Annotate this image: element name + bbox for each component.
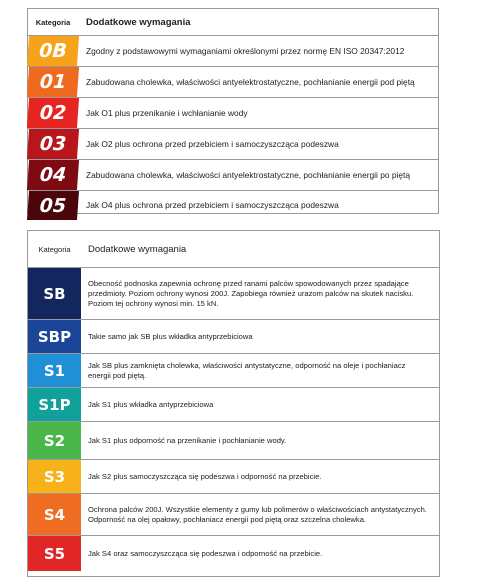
safety-footwear-table	[27, 230, 440, 577]
table-row	[28, 160, 438, 191]
table-row	[28, 36, 438, 67]
requirements-header: Dodatkowe wymagania	[86, 16, 191, 28]
table-row	[28, 460, 439, 494]
category-code-badge: 0B	[27, 36, 79, 66]
requirement-text: Zabudowana cholewka, właściwości antyelektrostatyczne, pochłanianie energii po piętą	[86, 169, 411, 180]
table-row	[28, 129, 438, 160]
category-code-badge: 01	[27, 67, 79, 97]
requirements-header: Dodatkowe wymagania	[88, 243, 187, 255]
requirement-text: Jak O4 plus ochrona przed przebiciem i samoczyszcząca podeszwa	[86, 200, 339, 211]
category-code-badge: S3	[28, 460, 81, 493]
table-row	[28, 422, 439, 460]
requirement-text: Takie samo jak SB plus wkładka antyprzebiciowa	[88, 331, 253, 341]
table-row	[28, 67, 438, 98]
category-code-badge: SBP	[28, 320, 81, 353]
category-code-badge: S2	[28, 422, 81, 459]
category-code-badge: 02	[27, 98, 79, 128]
requirement-text: Zgodny z podstawowymi wymaganiami określonymi przez normę EN ISO 20347:2012	[86, 45, 405, 56]
occupational-footwear-table	[27, 8, 439, 217]
table-row	[28, 354, 439, 388]
table-row	[28, 98, 438, 129]
category-code-badge: 03	[27, 129, 79, 159]
table-row	[28, 388, 439, 422]
table-header	[28, 9, 438, 36]
table-header	[28, 231, 439, 268]
requirement-text: Jak SB plus zamknięta cholewka, właściwości antystatyczne, odporność na oleje i pochłaniacz energii pod piętą.	[88, 360, 406, 380]
category-header: Kategoria	[38, 244, 71, 254]
category-code-badge: S4	[28, 494, 81, 535]
category-code-badge: 04	[27, 160, 79, 190]
requirement-text: Jak S1 plus odporność na przenikanie i pochłanianie wody.	[88, 435, 287, 445]
requirement-text: Zabudowana cholewka, właściwości antyelektrostatyczne, pochłanianie energii pod piętą	[86, 76, 415, 87]
table-row	[28, 268, 439, 320]
category-code-badge: S5	[28, 536, 81, 571]
requirement-text: Jak S4 oraz samoczyszcząca się podeszwa i odporność na przebicie.	[88, 548, 323, 558]
requirement-text: Jak O1 plus przenikanie i wchłanianie wody	[86, 107, 248, 118]
requirement-text: Jak S2 plus samoczyszcząca się podeszwa i odporność na przebicie.	[88, 471, 322, 481]
table-row	[28, 494, 439, 536]
table-row	[28, 191, 438, 220]
table-row	[28, 536, 439, 571]
category-code-badge: S1P	[28, 388, 81, 421]
requirement-text: Jak S1 plus wkładka antyprzebiciowa	[88, 399, 214, 409]
table-row	[28, 320, 439, 354]
requirement-text: Obecność podnoska zapewnia ochronę przed ranami palców spowodowanych przez spadające przedmioty. Poziom ochrony wynosi 200J. Zapobiega również urazom palców na skutek nacisku. Poziom tej ochrony wynosi min. 15 kN.	[88, 278, 414, 308]
requirement-text: Ochrona palców 200J. Wszystkie elementy z gumy lub polimerów o właściwościach antystatycznych. Odporność na olej opałowy, pochłaniacz energii pod piętą oraz szczelna cholewka.	[88, 504, 427, 524]
requirement-text: Jak O2 plus ochrona przed przebiciem i samoczyszcząca podeszwa	[86, 138, 339, 149]
category-header: Kategoria	[35, 17, 71, 27]
category-code-badge: SB	[28, 268, 81, 319]
category-code-badge: S1	[28, 354, 81, 387]
category-code-badge: 05	[27, 191, 79, 220]
